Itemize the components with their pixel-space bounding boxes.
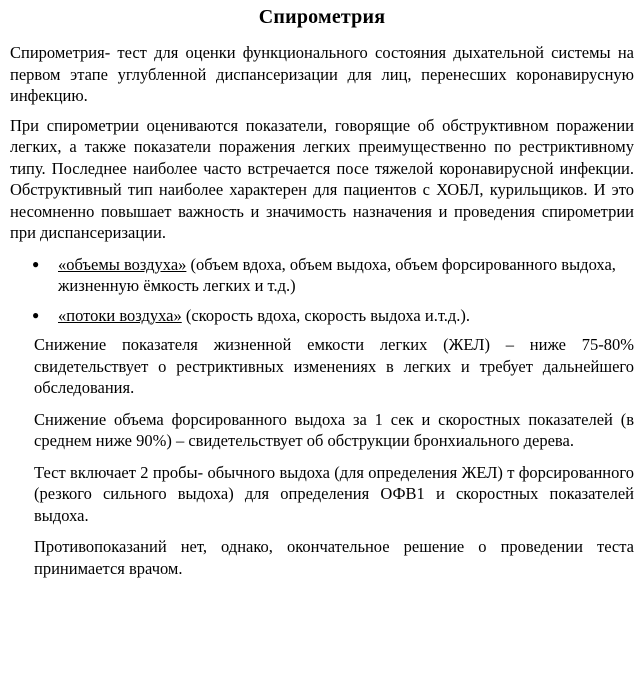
page-title: Спирометрия (258, 6, 386, 28)
main-paragraph: При спирометрии оцениваются показатели, говорящие об обструктивном поражении легких, а также показатели поражения легких преимущественно по рестриктивному типу. Последнее наиболее часто встречается посе тяжелой коронавирусной инфекции. Обструктивный тип наиболее характерен для пациентов с ХОБЛ, курильщиков. И это несомненно повышает важность и значимость назначения и проведения спирометрии при диспансеризации. (10, 115, 634, 242)
note-paragraph: Противопоказаний нет, однако, окончательное решение о проведении теста принимается врачом. (34, 537, 634, 578)
list-item (10, 254, 634, 297)
list-item-term: «потоки воздуха» (58, 305, 182, 325)
note-paragraph: Снижение объема форсированного выдоха за 1 сек и скоростных показателей (в среднем ниже 90%) – свидетельствует об обструкции бронхиального дерева. (34, 409, 634, 450)
note-paragraph: Снижение показателя жизненной емкости легких (ЖЕЛ) – ниже 75-80% свидетельствует о рестриктивных изменениях в легких и требует дальнейшего обследования. (34, 335, 634, 397)
document-page (10, 4, 634, 589)
list-item-desc: (скорость вдоха, скорость выдоха и.т.д.). (181, 305, 471, 325)
list-item (10, 305, 634, 327)
indicator-list (10, 254, 634, 327)
bullet-icon: ● (32, 256, 40, 271)
note-paragraph: Тест включает 2 пробы- обычного выдоха (для определения ЖЕЛ) т форсированного (резкого сильного выдоха) для определения ОФВ1 и скоростных показателей выдоха. (34, 462, 634, 525)
intro-paragraph: Спирометрия- тест для оценки функционального состояния дыхательной системы на первом этапе углубленной диспансеризации для лиц, перенесших коронавирусную инфекцию. (10, 43, 634, 105)
list-item-term: «объемы воздуха» (58, 254, 187, 274)
bullet-icon: ● (32, 307, 40, 322)
list-item-desc: (объем вдоха, объем выдоха, объем форсированного выдоха, жизненную ёмкость легких и т.д.) (58, 254, 616, 295)
